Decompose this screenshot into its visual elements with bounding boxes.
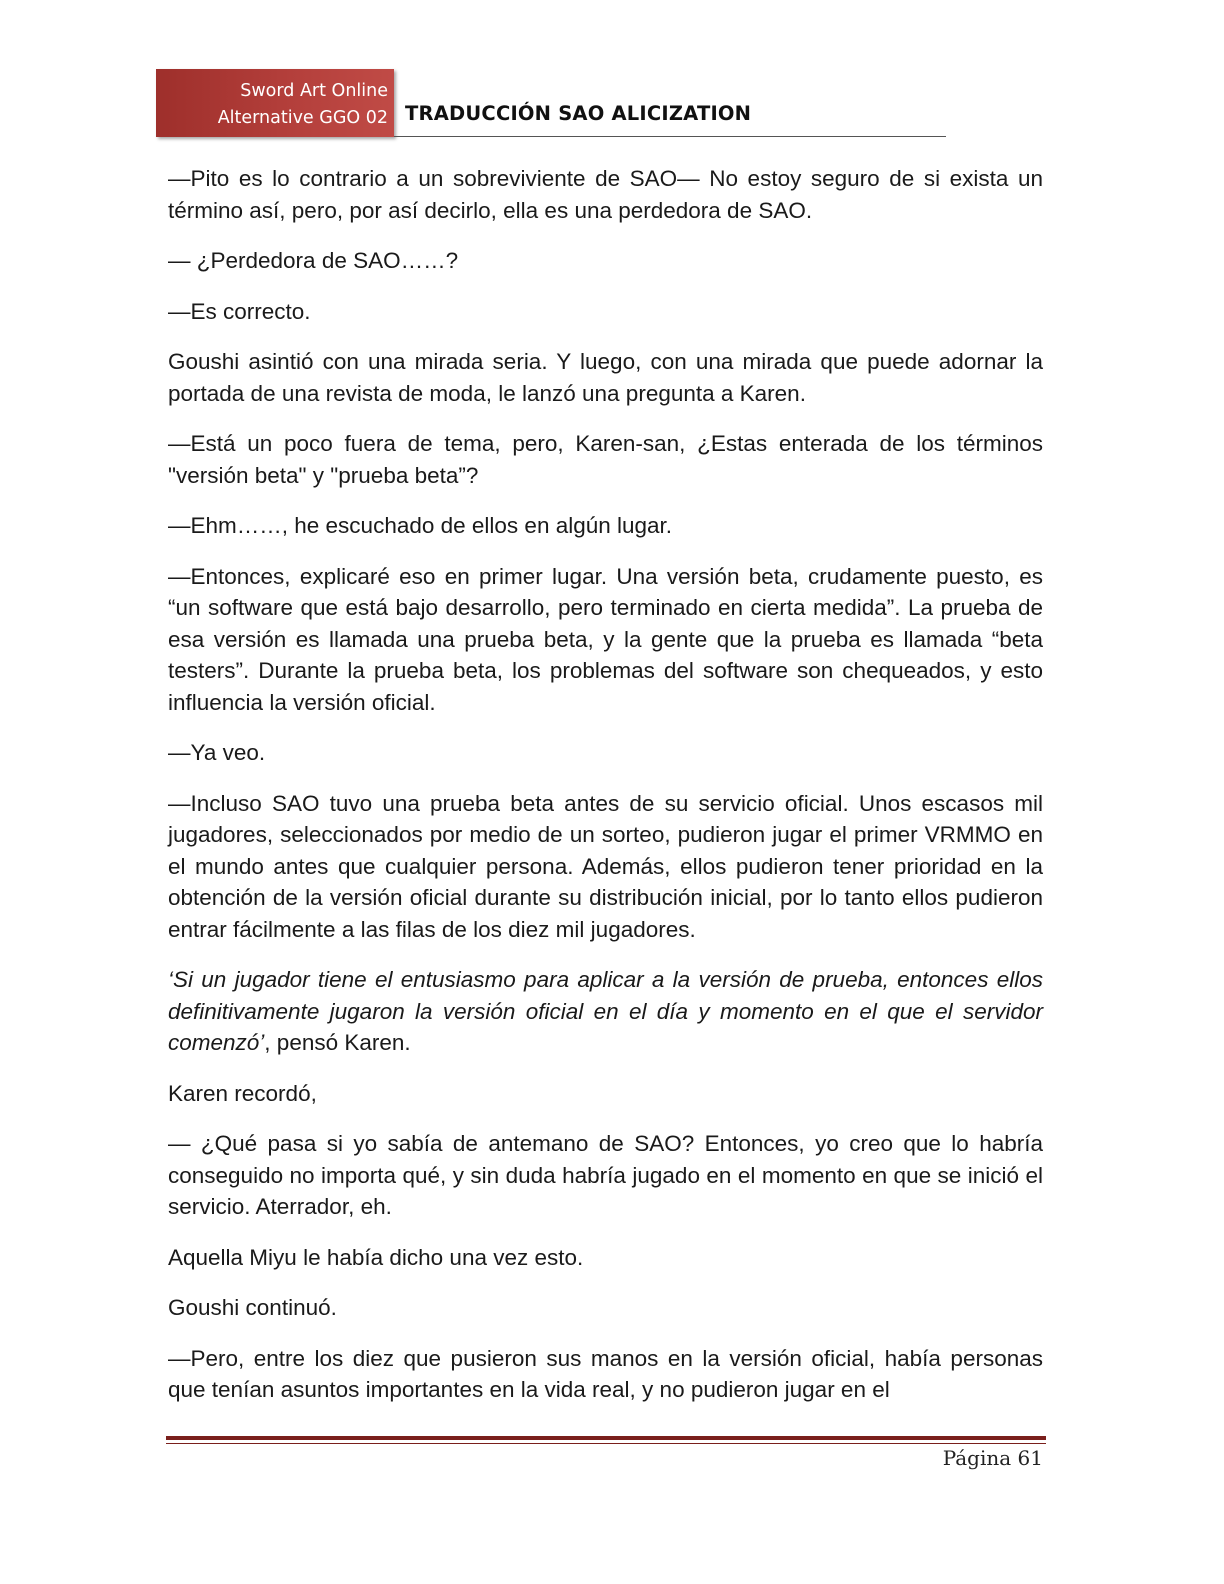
paragraph: Goushi continuó. — [168, 1295, 337, 1320]
thought-tail-text: , pensó Karen. — [264, 1030, 411, 1055]
paragraph: Goushi asintió con una mirada seria. Y luego, con una mirada que puede adornar la portada de una revista de moda, le lanzó una pregunta a Karen. — [168, 349, 1043, 406]
thought-paragraph — [168, 964, 1043, 1059]
footer-divider-thin — [166, 1443, 1046, 1444]
paragraph: —Incluso SAO tuvo una prueba beta antes de su servicio oficial. Unos escasos mil jugadores, seleccionados por medio de un sorteo, pudieron jugar el primer VRMMO en el mundo antes que cualquier persona. Además, ellos pudieron tener prioridad en la obtención de la versión oficial durante su distribución inicial, por lo tanto ellos pudieron entrar fácilmente a las filas de los diez mil jugadores. — [168, 790, 1043, 942]
header-title: TRADUCCIÓN SAO ALICIZATION — [405, 102, 752, 125]
paragraph: —Pero, entre los diez que pusieron sus manos en la versión oficial, había personas que tenían asuntos importantes en la vida real, y no pudieron jugar en el — [168, 1345, 1043, 1402]
paragraph: Karen recordó, — [168, 1080, 317, 1106]
page-header — [156, 69, 946, 138]
paragraph: —Está un poco fuera de tema, pero, Karen-san, ¿Estas enterada de los términos "versión beta" y "prueba beta”? — [168, 431, 1043, 488]
series-title-line1: Sword Art Online — [240, 81, 388, 101]
page-number: Página 61 — [942, 1446, 1043, 1470]
series-tab — [156, 69, 394, 137]
paragraph: Aquella Miyu le había dicho una vez esto. — [168, 1244, 584, 1270]
paragraph: —Pito es lo contrario a un sobreviviente de SAO— No estoy seguro de si exista un término así, pero, por así decirlo, ella es una perdedora de SAO. — [168, 166, 1043, 223]
paragraph: —Entonces, explicaré eso en primer lugar. Una versión beta, crudamente puesto, es “un software que está bajo desarrollo, pero terminado en cierta medida”. La prueba de esa versión es llamada una prueba beta, y la gente que la prueba es llamada “beta testers”. Durante la prueba beta, los problemas del software son chequeados, y esto influencia la versión oficial. — [168, 563, 1043, 715]
series-title-line2: Alternative GGO 02 — [217, 108, 388, 128]
paragraph: —Ya veo. — [168, 740, 266, 765]
thought-italic-text: ‘Si un jugador tiene el entusiasmo para aplicar a la versión de prueba, entonces ellos definitivamente jugaron la versión oficial en el día y momento en el que el servidor comenzó’ — [168, 967, 1043, 1055]
page-body — [168, 163, 1043, 1425]
paragraph: — ¿Qué pasa si yo sabía de antemano de SAO? Entonces, yo creo que lo habría conseguido no importa qué, y sin duda habría jugado en el momento en que se inició el servicio. Aterrador, eh. — [168, 1131, 1043, 1219]
paragraph: — ¿Perdedora de SAO……? — [168, 248, 459, 273]
footer-divider-thick — [166, 1436, 1046, 1440]
header-divider — [394, 136, 946, 137]
paragraph: —Ehm……, he escuchado de ellos en algún lugar. — [168, 513, 673, 538]
paragraph: —Es correcto. — [168, 298, 311, 324]
